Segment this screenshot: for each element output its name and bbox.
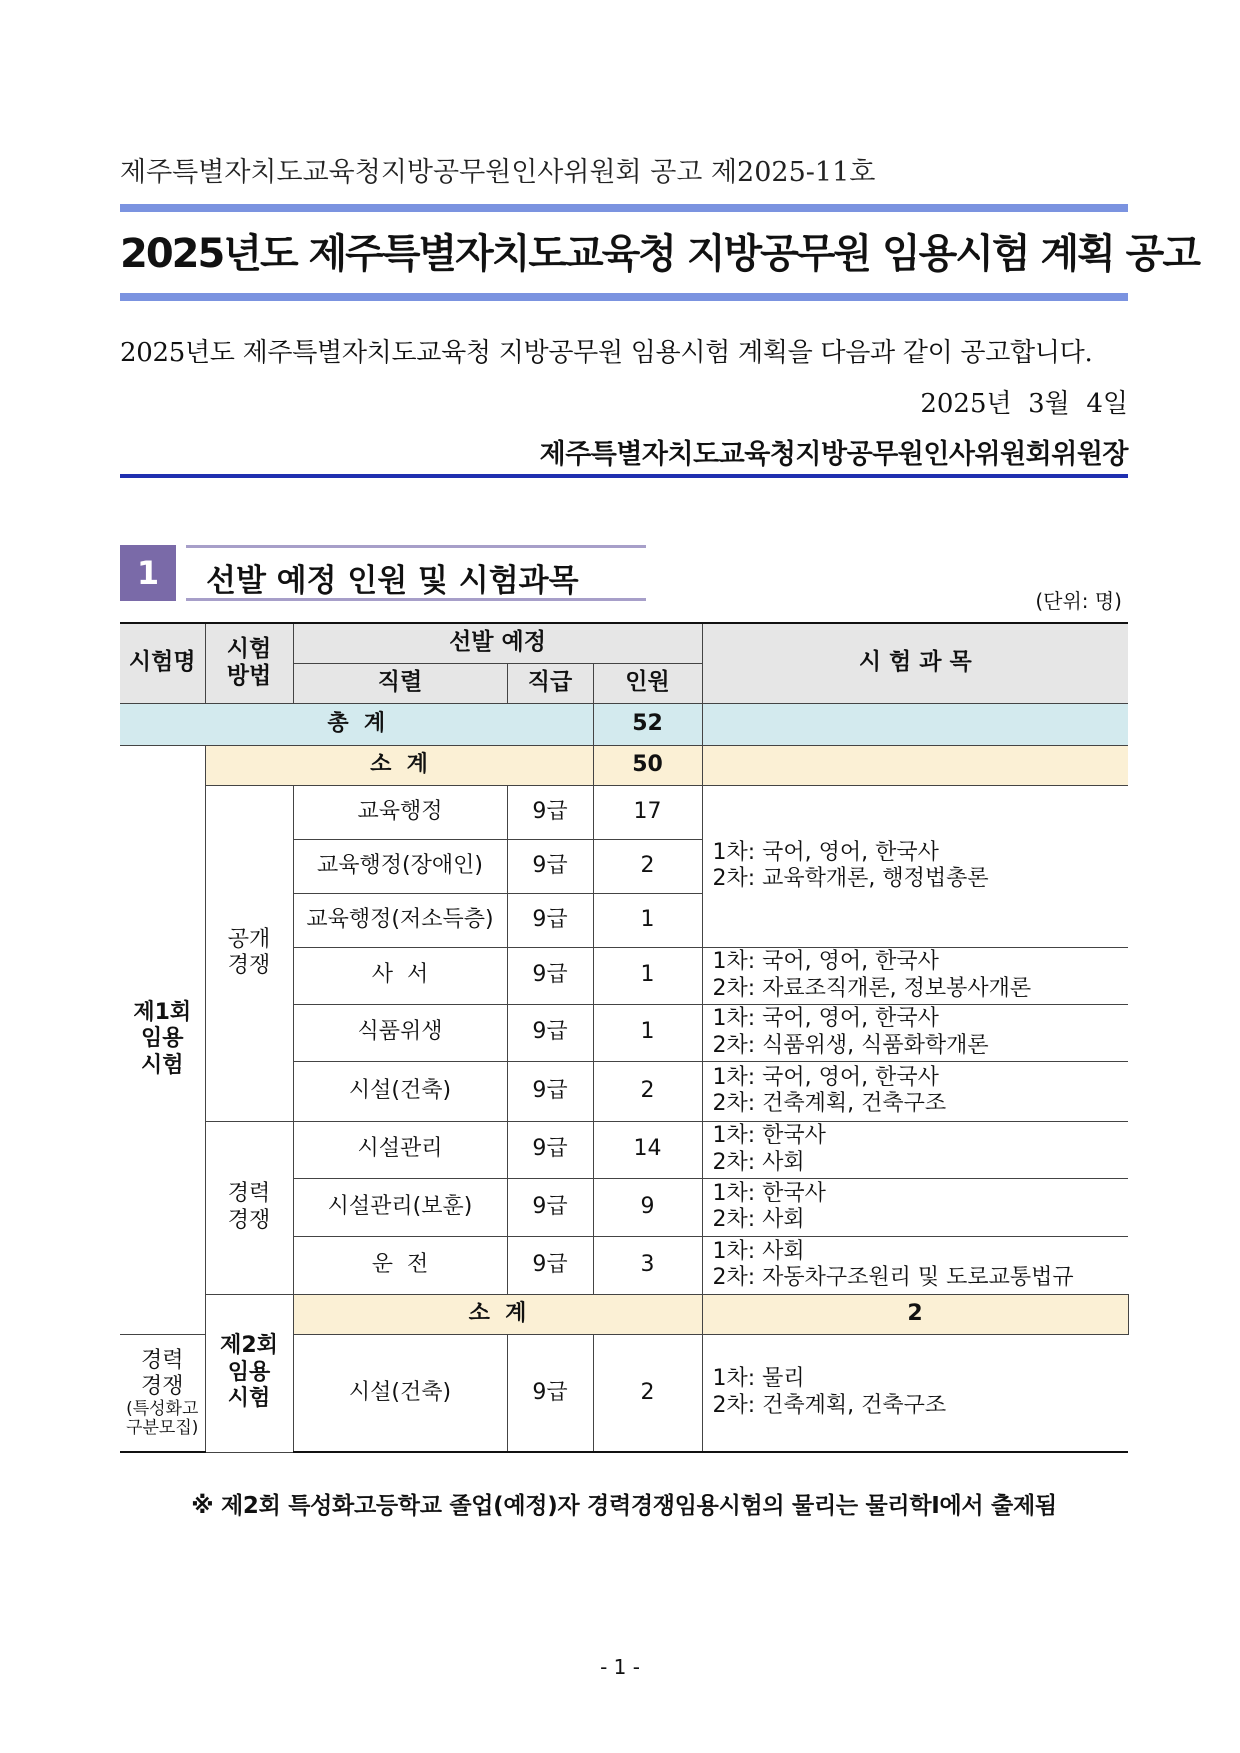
total-label: 총 계 xyxy=(120,703,593,745)
subjects-cell xyxy=(702,1004,1128,1061)
exam2-method-line1: 경력 xyxy=(140,1347,184,1373)
job-cell: 식품위생 xyxy=(293,1004,507,1061)
open-method-line2: 경쟁 xyxy=(227,953,271,978)
count-cell: 17 xyxy=(593,785,702,839)
header-row-1 xyxy=(120,623,1128,663)
grade-cell: 9급 xyxy=(507,893,593,947)
exam2-name-line3: 시험 xyxy=(227,1386,271,1412)
subjects-cell xyxy=(702,785,1128,947)
exam1-subtotal-value: 50 xyxy=(593,745,702,785)
page-number: - 1 - xyxy=(600,1655,640,1679)
header-exam-name: 시험명 xyxy=(120,623,205,703)
grade-cell: 9급 xyxy=(507,1334,593,1452)
footnote: ※ 제2회 특성화고등학교 졸업(예정)자 경력경쟁임용시험의 물리는 물리학Ⅰ에서 출제됨 xyxy=(191,1493,1057,1519)
table-row xyxy=(120,1121,1128,1178)
count-cell: 1 xyxy=(593,1004,702,1061)
count-cell: 2 xyxy=(593,1334,702,1452)
subject-second: 2차: 사회 xyxy=(712,1149,805,1175)
job-cell: 시설(건축) xyxy=(293,1061,507,1121)
job-cell: 교육행정(장애인) xyxy=(293,839,507,893)
table-row xyxy=(120,785,1128,839)
subject-second: 2차: 건축계획, 건축구조 xyxy=(712,1392,947,1418)
grade-cell: 9급 xyxy=(507,1178,593,1236)
title-bottom-bar xyxy=(120,293,1128,301)
exam1-subtotal-blank xyxy=(702,745,1128,785)
subject-second: 2차: 자동차구조원리 및 도로교통법규 xyxy=(712,1265,1074,1290)
total-value: 52 xyxy=(593,703,702,745)
exam1-subtotal-label: 소 계 xyxy=(205,745,593,785)
job-cell: 시설관리 xyxy=(293,1121,507,1178)
exam2-method xyxy=(120,1334,205,1452)
career-method-line2: 경쟁 xyxy=(227,1207,271,1233)
selection-table xyxy=(120,622,1128,1453)
job-cell: 사 서 xyxy=(293,947,507,1004)
count-cell: 1 xyxy=(593,893,702,947)
exam1-name-line2: 임용 xyxy=(140,1026,184,1052)
count-cell: 9 xyxy=(593,1178,702,1236)
subjects-cell xyxy=(702,947,1128,1004)
subjects-cell xyxy=(702,1334,1128,1452)
grade-cell: 9급 xyxy=(507,1236,593,1294)
grade-cell: 9급 xyxy=(507,947,593,1004)
exam2-name xyxy=(205,1294,293,1452)
job-cell: 시설(건축) xyxy=(293,1334,507,1452)
subject-first: 1차: 한국사 xyxy=(712,1180,826,1206)
subject-second: 2차: 건축계획, 건축구조 xyxy=(712,1091,947,1116)
intro-text: 2025년도 제주특별자치도교육청 지방공무원 임용시험 계획을 다음과 같이 공고합니다. xyxy=(120,338,1093,368)
job-cell: 운 전 xyxy=(293,1236,507,1294)
exam2-method-note-line1: (특성화고 xyxy=(126,1399,199,1420)
grade-cell: 9급 xyxy=(507,1061,593,1121)
count-cell: 2 xyxy=(593,1061,702,1121)
header-grade: 직급 xyxy=(507,663,593,703)
exam1-open-method xyxy=(205,785,293,1121)
exam1-subtotal-row xyxy=(120,745,1128,785)
subjects-cell xyxy=(702,1121,1128,1178)
header-method-line2: 방법 xyxy=(226,663,272,690)
count-cell: 3 xyxy=(593,1236,702,1294)
total-row xyxy=(120,703,1128,745)
subject-second: 2차: 사회 xyxy=(712,1207,805,1232)
count-cell: 14 xyxy=(593,1121,702,1178)
count-cell: 1 xyxy=(593,947,702,1004)
exam2-subtotal-row xyxy=(120,1294,1128,1334)
exam1-career-method xyxy=(205,1121,293,1294)
document-title: 2025년도 제주특별자치도교육청 지방공무원 임용시험 계획 공고 xyxy=(120,231,1199,277)
notice-number: 제주특별자치도교육청지방공무원인사위원회 공고 제2025-11호 xyxy=(120,157,876,188)
subjects-cell xyxy=(702,1061,1128,1121)
open-method-line1: 공개 xyxy=(227,926,271,952)
notice-date: 2025년 3월 4일 xyxy=(920,389,1128,419)
subject-first: 1차: 물리 xyxy=(712,1366,805,1392)
subject-first: 1차: 한국사 xyxy=(712,1123,826,1149)
grade-cell: 9급 xyxy=(507,1121,593,1178)
exam1-name xyxy=(120,745,205,1334)
header-count: 인원 xyxy=(593,663,702,703)
subject-first: 1차: 사회 xyxy=(712,1238,805,1264)
unit-label: (단위: 명) xyxy=(1035,589,1122,613)
subject-first: 1차: 국어, 영어, 한국사 xyxy=(712,839,939,865)
count-cell: 2 xyxy=(593,839,702,893)
career-method-line1: 경력 xyxy=(227,1181,271,1207)
section-title-box xyxy=(186,545,646,601)
job-cell: 시설관리(보훈) xyxy=(293,1178,507,1236)
job-cell: 교육행정 xyxy=(293,785,507,839)
exam2-subtotal-label: 소 계 xyxy=(293,1294,702,1334)
job-cell: 교육행정(저소득층) xyxy=(293,893,507,947)
exam1-name-line3: 시험 xyxy=(140,1052,184,1078)
header-job: 직렬 xyxy=(293,663,507,703)
exam2-method-line2: 경쟁 xyxy=(140,1374,184,1400)
header-divider xyxy=(120,474,1128,478)
header-subjects: 시 험 과 목 xyxy=(702,623,1128,703)
exam2-name-line2: 임용 xyxy=(227,1359,271,1385)
grade-cell: 9급 xyxy=(507,1004,593,1061)
subject-first: 1차: 국어, 영어, 한국사 xyxy=(712,1006,939,1032)
subject-first: 1차: 국어, 영어, 한국사 xyxy=(712,949,939,975)
header-plan: 선발 예정 xyxy=(293,623,702,663)
header-method-line1: 시험 xyxy=(226,635,272,662)
exam2-name-line1: 제2회 xyxy=(220,1333,278,1359)
grade-cell: 9급 xyxy=(507,785,593,839)
subject-second: 2차: 자료조직개론, 정보봉사개론 xyxy=(712,975,1032,1001)
exam2-method-note-line2: 구분모집) xyxy=(126,1418,199,1439)
exam2-subtotal-value: 2 xyxy=(702,1294,1128,1334)
section-title: 선발 예정 인원 및 시험과목 xyxy=(206,563,579,599)
total-subjects-blank xyxy=(702,703,1128,745)
title-top-bar xyxy=(120,204,1128,212)
subjects-cell xyxy=(702,1178,1128,1236)
subject-first: 1차: 국어, 영어, 한국사 xyxy=(712,1064,939,1090)
subject-second: 2차: 식품위생, 식품화학개론 xyxy=(712,1032,989,1058)
header-exam-method xyxy=(205,623,293,703)
subjects-cell xyxy=(702,1236,1128,1294)
subject-second: 2차: 교육학개론, 행정법총론 xyxy=(712,866,989,891)
section-number: 1 xyxy=(120,545,176,601)
exam1-name-line1: 제1회 xyxy=(133,999,192,1025)
issuer: 제주특별자치도교육청지방공무원인사위원회위원장 xyxy=(539,439,1128,470)
grade-cell: 9급 xyxy=(507,839,593,893)
